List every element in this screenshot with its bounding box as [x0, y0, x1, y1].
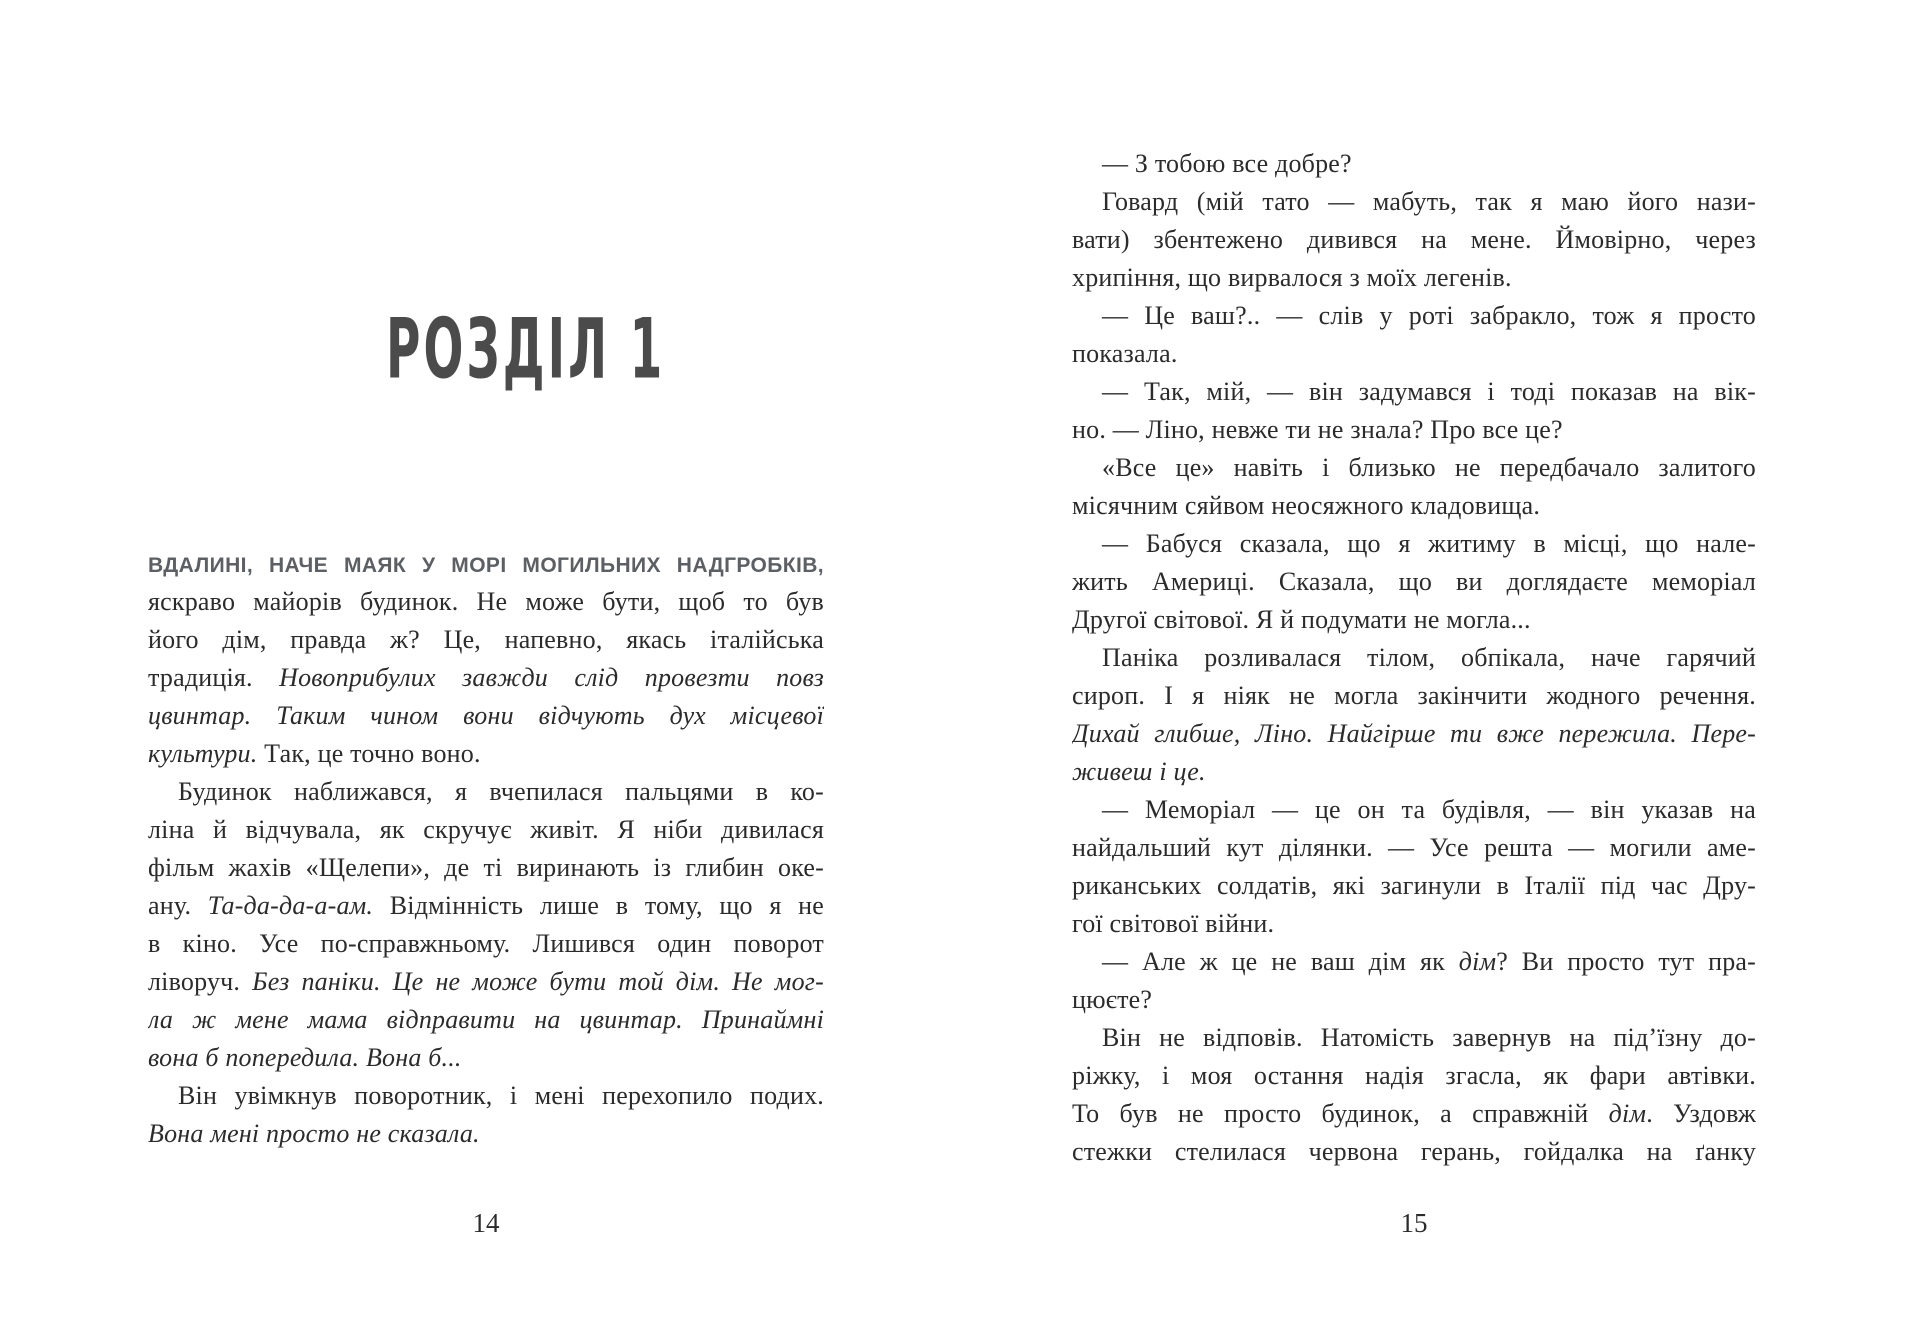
text-line [1072, 829, 1756, 867]
text-segment: ріжку, і моя остання надія згасла, як фари автівки. [1072, 1061, 1756, 1090]
text-line [148, 1001, 824, 1039]
text-segment: — Меморіал — це он та будівля, — він указав на [1102, 795, 1756, 824]
text-line [148, 735, 824, 773]
text-line [148, 1039, 824, 1077]
text-segment: Новоприбулих завжди слід провезти повз [279, 663, 824, 692]
text-segment: вона б попередила. Вона б... [148, 1043, 462, 1072]
text-line [1072, 1057, 1756, 1095]
text-line [1072, 297, 1756, 335]
body-text-left [148, 545, 824, 1153]
text-segment: культури. [148, 739, 258, 768]
text-line [1072, 867, 1756, 905]
text-line [148, 925, 824, 963]
text-line [148, 621, 824, 659]
text-line [1072, 221, 1756, 259]
text-segment: в кіно. Усе по-справжньому. Лишився один поворот [148, 929, 824, 958]
text-line [148, 583, 824, 621]
text-segment: Та-да-да-а-ам. [207, 891, 374, 920]
text-segment: — Це ваш?.. — слів у роті забракло, тож я просто [1102, 301, 1756, 330]
text-segment: ВДАЛИНІ, НАЧЕ МАЯК У МОРІ МОГИЛЬНИХ НАДГРОБКІВ, [148, 554, 824, 577]
text-segment: Паніка розливалася тілом, обпікала, наче гарячий [1102, 643, 1756, 672]
text-line [1072, 677, 1756, 715]
text-segment: — Але ж це не ваш дім як [1102, 947, 1459, 976]
text-line [1072, 981, 1756, 1019]
text-segment: цвинтар. Таким чином вони відчують дух місцевої [148, 701, 824, 730]
text-segment: Без паніки. Це не може бути той дім. Не мог- [252, 967, 824, 996]
text-segment: його дім, правда ж? Це, напевно, якась італійська [148, 625, 824, 654]
text-segment: Відмінність лише в тому, що я не [373, 891, 824, 920]
text-line [148, 811, 824, 849]
text-line [148, 963, 824, 1001]
chapter-heading: РОЗДІЛ 1 [386, 300, 666, 398]
text-line [148, 887, 824, 925]
text-line [1072, 563, 1756, 601]
text-segment: Дихай глибше, Ліно. Найгірше ти вже пережила. Пере- [1072, 719, 1756, 748]
page-number-left: 14 [472, 1208, 500, 1238]
text-segment: ліна й відчувала, як скручує живіт. Я ніби дивилася [148, 815, 824, 844]
text-segment: ліворуч. [148, 967, 253, 996]
text-line [148, 849, 824, 887]
text-line [1072, 943, 1756, 981]
text-line [1072, 905, 1756, 943]
text-line [1072, 1095, 1756, 1133]
text-line [1072, 601, 1756, 639]
text-segment: но. — Ліно, невже ти не знала? Про все це? [1072, 415, 1563, 444]
text-line [1072, 791, 1756, 829]
text-segment: стежки стелилася червона герань, гойдалка на ґанку [1072, 1137, 1756, 1166]
text-segment: Так, це точно воно. [257, 739, 481, 768]
text-segment: ану. [148, 891, 208, 920]
text-line [1072, 1133, 1756, 1171]
text-segment: Говард (мій тато — мабуть, так я маю його нази- [1102, 187, 1756, 216]
text-segment: Другої світової. Я й подумати не могла... [1072, 605, 1531, 634]
text-line [148, 1077, 824, 1115]
text-segment: «Все це» навіть і близько не передбачало залитого [1102, 453, 1756, 482]
text-segment: То був не просто будинок, а справжній [1072, 1099, 1609, 1128]
text-segment: показала. [1072, 339, 1178, 368]
text-line [148, 773, 824, 811]
text-line [1072, 145, 1756, 183]
text-segment: дім [1608, 1099, 1647, 1128]
text-segment: хрипіння, що вирвалося з моїх легенів. [1072, 263, 1512, 292]
text-segment: фільм жахів «Щелепи», де ті виринають із глибин оке- [148, 853, 824, 882]
text-line [148, 545, 824, 583]
text-line [1072, 259, 1756, 297]
text-segment: Він не відповів. Натомість завернув на під’їзну до- [1102, 1023, 1756, 1052]
text-segment: яскраво майорів будинок. Не може бути, щоб то був [148, 587, 824, 616]
text-line [148, 659, 824, 697]
text-segment: ла ж мене мама відправити на цвинтар. Принаймні [148, 1005, 824, 1034]
text-line [1072, 335, 1756, 373]
body-text-right [1072, 145, 1756, 1171]
text-segment: Вона мені просто не сказала. [148, 1119, 480, 1148]
text-line [1072, 487, 1756, 525]
text-segment: ? Ви просто тут пра- [1496, 947, 1756, 976]
text-line [1072, 183, 1756, 221]
text-segment: сироп. І я ніяк не могла закінчити жодного речення. [1072, 681, 1756, 710]
text-line [1072, 373, 1756, 411]
text-segment: риканських солдатів, які загинули в Італії під час Дру- [1072, 871, 1756, 900]
text-segment: — Так, мій, — він задумався і тоді показав на вік- [1102, 377, 1756, 406]
text-segment: місячним сяйвом неосяжного кладовища. [1072, 491, 1541, 520]
text-segment: жить Америці. Сказала, що ви доглядаєте меморіал [1072, 567, 1756, 596]
text-line [1072, 411, 1756, 449]
text-segment: — З тобою все добре? [1102, 149, 1352, 178]
text-segment: . Уздовж [1646, 1099, 1756, 1128]
text-segment: гої світової війни. [1072, 909, 1275, 938]
text-segment: Він увімкнув поворотник, і мені перехопило подих. [178, 1081, 824, 1110]
text-segment: найдальший кут ділянки. — Усе решта — могили аме- [1072, 833, 1756, 862]
text-segment: — Бабуся сказала, що я житиму в місці, що нале- [1102, 529, 1756, 558]
text-segment: цюєте? [1072, 985, 1153, 1014]
text-segment: живеш і це. [1072, 757, 1206, 786]
text-line [1072, 525, 1756, 563]
text-segment: вати) збентежено дивився на мене. Ймовірно, через [1072, 225, 1756, 254]
text-line [1072, 449, 1756, 487]
text-line [1072, 753, 1756, 791]
text-line [148, 1115, 824, 1153]
text-segment: дім [1458, 947, 1497, 976]
text-segment: Будинок наближався, я вчепилася пальцями в ко- [178, 777, 824, 806]
text-segment: традиція. [148, 663, 280, 692]
page-number-right: 15 [1400, 1208, 1428, 1238]
text-line [148, 697, 824, 735]
text-line [1072, 1019, 1756, 1057]
text-line [1072, 715, 1756, 753]
text-line [1072, 639, 1756, 677]
